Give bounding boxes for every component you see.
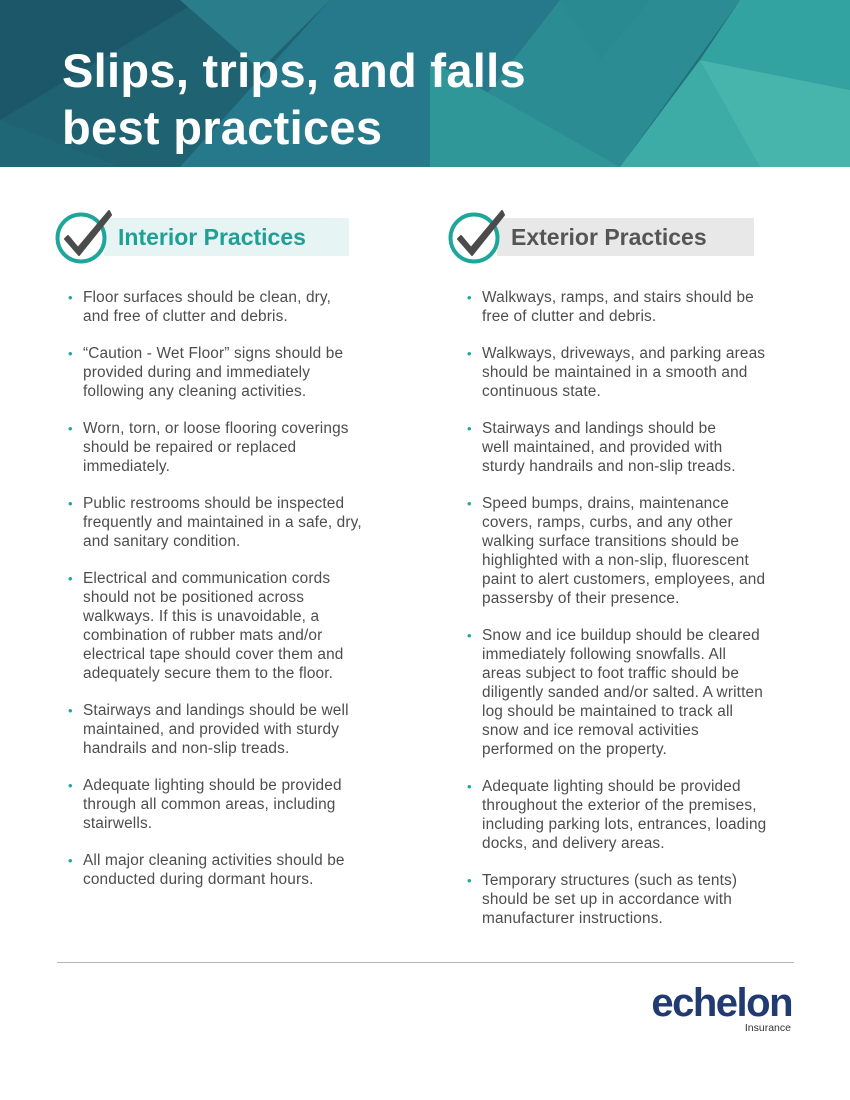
bullet-icon: • — [467, 496, 472, 511]
checkmark-icon — [447, 205, 509, 267]
bullet-icon: • — [68, 421, 73, 436]
interior-section-heading — [54, 205, 354, 267]
list-item — [68, 776, 398, 833]
exterior-practices-list — [467, 288, 807, 946]
list-item — [68, 851, 398, 889]
list-item-text: Stairways and landings should be well maintained, and provided with sturdy handrails and non-slip treads. — [83, 702, 349, 757]
list-item-text: Adequate lighting should be provided throughout the exterior of the premises, including parking lots, entrances, loading docks, and delivery areas. — [482, 778, 767, 852]
list-item-text: “Caution - Wet Floor” signs should be provided during and immediately following any cleaning activities. — [83, 345, 344, 400]
bullet-icon: • — [68, 703, 73, 718]
list-item-text: Snow and ice buildup should be cleared immediately following snowfalls. All areas subject to foot traffic should be diligently sanded and/or salted. A written log should be maintained to track all snow and ice removal activities performed on the property. — [482, 627, 763, 758]
bullet-icon: • — [68, 853, 73, 868]
list-item-text: All major cleaning activities should be conducted during dormant hours. — [83, 852, 345, 888]
list-item — [467, 419, 807, 476]
echelon-logo — [640, 980, 800, 1040]
list-item-text: Stairways and landings should be well maintained, and provided with sturdy handrails and non-slip treads. — [482, 420, 736, 475]
bullet-icon: • — [68, 346, 73, 361]
list-item-text: Worn, torn, or loose flooring coverings should be repaired or replaced immediately. — [83, 420, 349, 475]
list-item-text: Walkways, ramps, and stairs should be free of clutter and debris. — [482, 289, 754, 325]
bullet-icon: • — [68, 571, 73, 586]
list-item-text: Electrical and communication cords should not be positioned across walkways. If this is unavoidable, a combination of rubber mats and/or electrical tape should cover them and adequately secure them to the floor. — [83, 570, 344, 682]
list-item-text: Walkways, driveways, and parking areas should be maintained in a smooth and continuous state. — [482, 345, 766, 400]
list-item — [467, 626, 807, 759]
bullet-icon: • — [68, 290, 73, 305]
exterior-heading-label: Exterior Practices — [497, 218, 754, 256]
bullet-icon: • — [467, 628, 472, 643]
footer-divider — [57, 962, 794, 963]
list-item-text: Public restrooms should be inspected frequently and maintained in a safe, dry, and sanitary condition. — [83, 495, 362, 550]
header-banner — [0, 0, 850, 167]
interior-practices-list — [68, 288, 398, 907]
list-item-text: Floor surfaces should be clean, dry, and free of clutter and debris. — [83, 289, 332, 325]
bullet-icon: • — [467, 873, 472, 888]
list-item — [467, 344, 807, 401]
bullet-icon: • — [68, 778, 73, 793]
list-item — [68, 419, 398, 476]
list-item — [467, 871, 807, 928]
list-item-text: Adequate lighting should be provided through all common areas, including stairwells. — [83, 777, 342, 832]
interior-heading-label: Interior Practices — [104, 218, 349, 256]
page-title-line2: best practices — [62, 101, 383, 154]
logo-wordmark: echelon — [651, 981, 792, 1025]
page-title-line1: Slips, trips, and falls — [62, 44, 526, 97]
bullet-icon: • — [467, 346, 472, 361]
list-item — [68, 344, 398, 401]
list-item-text: Speed bumps, drains, maintenance covers, ramps, curbs, and any other walking surface transitions should be highlighted with a non-slip, fluorescent paint to alert customers, employees, and passersby of their presence. — [482, 495, 766, 607]
bullet-icon: • — [467, 290, 472, 305]
list-item — [68, 288, 398, 326]
page-title — [62, 42, 762, 156]
logo-subtitle: Insurance — [744, 1022, 791, 1034]
bullet-icon: • — [467, 779, 472, 794]
list-item — [467, 494, 807, 608]
bullet-icon: • — [68, 496, 73, 511]
list-item — [467, 777, 807, 853]
checkmark-icon — [54, 205, 116, 267]
exterior-section-heading — [447, 205, 767, 267]
list-item — [467, 288, 807, 326]
list-item-text: Temporary structures (such as tents) should be set up in accordance with manufacturer instructions. — [482, 872, 738, 927]
list-item — [68, 701, 398, 758]
list-item — [68, 569, 398, 683]
bullet-icon: • — [467, 421, 472, 436]
list-item — [68, 494, 398, 551]
